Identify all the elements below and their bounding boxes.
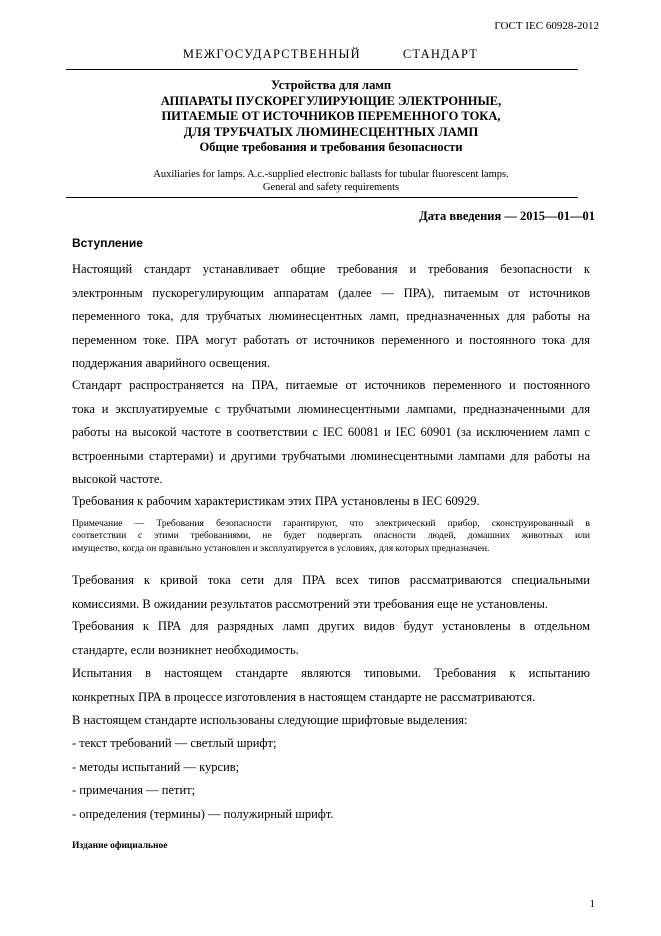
font-conventions-list bbox=[72, 732, 590, 826]
title-line: Устройства для ламп bbox=[270, 78, 392, 92]
note-block bbox=[72, 518, 590, 555]
list-item: - определения (термины) — полужирный шрифт. bbox=[72, 806, 334, 821]
paragraph-5 bbox=[72, 615, 590, 662]
text-line: Требования к рабочим характеристикам этих ПРА установлены в IEC 60929. bbox=[72, 494, 480, 508]
text-line: электронным пускорегулирующим аппаратам (далее — ПРА), питаемым от источников bbox=[72, 285, 590, 300]
official-edition-label: Издание официальное bbox=[72, 841, 168, 851]
text-line: Настоящий стандарт устанавливает общие требования и требования безопасности к bbox=[72, 262, 590, 276]
document-code: ГОСТ IEC 60928-2012 bbox=[494, 20, 599, 32]
title-line: ПИТАЕМЫЕ ОТ ИСТОЧНИКОВ ПЕРЕМЕННОГО ТОКА, bbox=[161, 109, 501, 123]
title-rule bbox=[66, 197, 578, 198]
title-line: АППАРАТЫ ПУСКОРЕГУЛИРУЮЩИЕ ЭЛЕКТРОННЫЕ, bbox=[160, 93, 502, 108]
list-item: - методы испытаний — курсив; bbox=[72, 759, 240, 774]
text-line: Испытания в настоящем стандарте являются типовыми. Требования к испытанию bbox=[72, 666, 590, 680]
text-line: конкретных ПРА в процессе изготовления в настоящем стандарте не рассматриваются. bbox=[72, 689, 536, 704]
paragraph-6 bbox=[72, 662, 590, 709]
text-line: Требования к ПРА для разрядных ламп других видов будут установлены в отдельном bbox=[72, 619, 590, 633]
header-rule bbox=[66, 69, 578, 70]
text-line: комиссиями. В ожидании результатов рассмотрений эти требования еще не установлены. bbox=[72, 596, 549, 611]
title-line: Общие требования и требования безопасности bbox=[199, 140, 463, 154]
text-line: тока и эксплуатируемые с трубчатыми люминесцентными лампами, предназначенными для bbox=[72, 401, 590, 416]
introduction-date: Дата введения — 2015—01—01 bbox=[419, 209, 595, 223]
text-line: переменного тока, для трубчатых люминесцентных ламп, предназначенных для работы на bbox=[72, 309, 590, 323]
text-line: переменном токе. ПРА могут работать от источников переменного и постоянного тока для bbox=[72, 332, 590, 347]
note-line: имущество, когда он правильно установлен и эксплуатируется в условиях, для которых предназначен. bbox=[72, 542, 490, 554]
paragraph-1 bbox=[72, 258, 590, 376]
page-number: 1 bbox=[589, 898, 595, 910]
text-line: Стандарт распространяется на ПРА, питаемые от источников переменного и постоянного bbox=[72, 378, 590, 392]
text-line: В настоящем стандарте использованы следующие шрифтовые выделения: bbox=[72, 713, 468, 727]
note-line: Примечание — Требования безопасности гарантируют, что электрический прибор, сконструированный в bbox=[72, 518, 590, 529]
standard-header-word-1: МЕЖГОСУДАРСТВЕННЫЙ bbox=[182, 47, 361, 61]
list-item: - примечания — петит; bbox=[72, 783, 196, 797]
paragraph-4 bbox=[72, 569, 590, 616]
list-item: - текст требований — светлый шрифт; bbox=[72, 736, 277, 750]
paragraph-2 bbox=[72, 374, 590, 492]
text-line: поддержания аварийного освещения. bbox=[72, 356, 271, 370]
paragraph-3 bbox=[72, 490, 590, 514]
paragraph-7 bbox=[72, 709, 590, 733]
title-block bbox=[66, 78, 596, 156]
standard-header bbox=[0, 47, 661, 62]
note-line: соответствии с этими требованиями, не будет подвергать опасности людей, домашних животных или bbox=[72, 530, 590, 542]
text-line: стандарте, если возникнет необходимость. bbox=[72, 642, 299, 657]
title-line: ДЛЯ ТРУБЧАТЫХ ЛЮМИНЕСЦЕНТНЫХ ЛАМП bbox=[183, 124, 479, 139]
standard-header-word-2: СТАНДАРТ bbox=[402, 47, 479, 61]
text-line: Требования к кривой тока сети для ПРА всех типов рассматриваются специальными bbox=[72, 573, 590, 587]
text-line: высокой частоте. bbox=[72, 472, 163, 486]
english-title-line: General and safety requirements bbox=[262, 182, 400, 193]
section-heading: Вступление bbox=[72, 236, 143, 250]
english-title-line: Auxiliaries for lamps. A.c.-supplied electronic ballasts for tubular fluorescent lamps. bbox=[153, 169, 509, 180]
english-title bbox=[66, 168, 596, 194]
text-line: работы на высокой частоте в соответствии с IEC 60081 и IEC 60901 (за исключением ламп с bbox=[72, 425, 590, 439]
text-line: встроенными стартерами) и другими трубчатыми люминесцентными лампами для работы на bbox=[72, 448, 590, 463]
